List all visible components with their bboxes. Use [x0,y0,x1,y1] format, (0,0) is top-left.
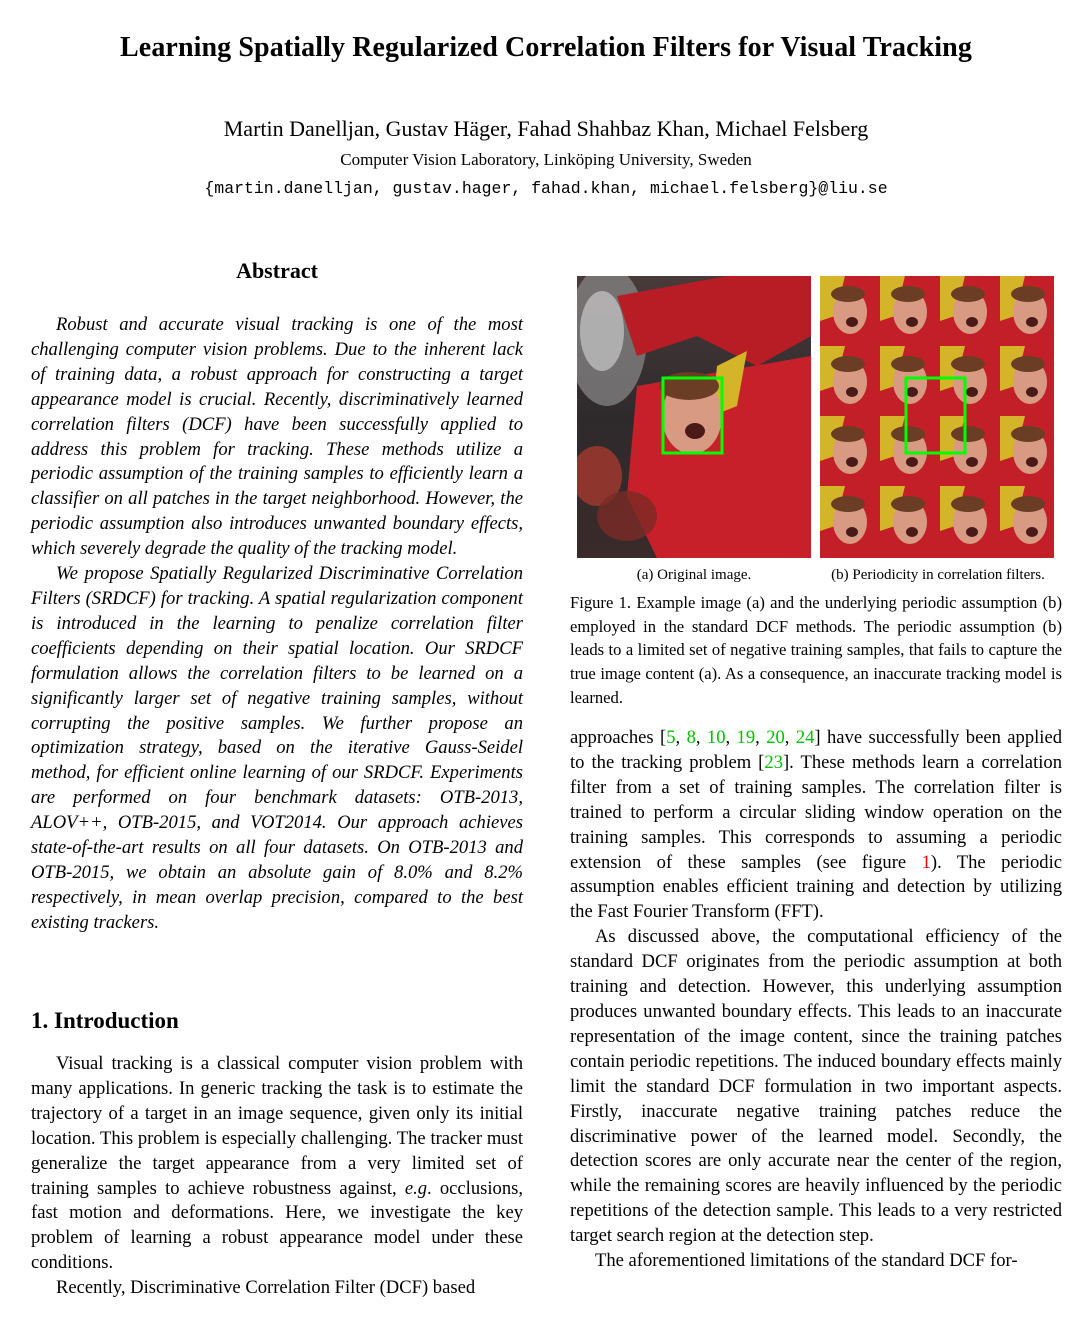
periodic-tile [820,276,880,348]
right-paragraph-1: approaches [5, 8, 10, 19, 20, 24] have successfully been applied to the tracking problem [23]. These methods learn a correlation filter from a set of training samples. The correlation filter is trained to perform a circular sliding window operation on the training samples. This corresponds to assuming a periodic extension of these samples (see figure 1). The periodic assumption enables efficient training and detection by utilizing the Fast Fourier Transform (FFT). [570,727,1063,923]
intro-body [31,1052,523,1301]
subcaption-b: (b) Periodicity in correlation filters. [831,567,1045,583]
citation-link[interactable]: 24 [795,727,815,748]
figure-periodic-image [820,276,1054,558]
abstract-body [31,313,523,936]
text-span: ]. These methods learn a correlation filter from a set of training samples. The correlation filter is trained to perform a circular sliding window operation on the training samples. This corresponds to assuming a periodic extension of these samples (see figure [570,751,1062,873]
periodic-image-graphic [820,276,1054,558]
figure-reference-link[interactable]: 1 [921,851,931,873]
intro-p1-text-b: . occlusions, fast motion and deformations. Here, we investigate the key problem of learning a robust appearance model under these conditions. [31,1177,523,1274]
email-list: {martin.danelljan, gustav.hager, fahad.khan, michael.felsberg}@liu.se [204,179,888,198]
abstract-paragraph-2: We propose Spatially Regularized Discriminative Correlation Filters (SRDCF) for tracking. A spatial regularization component is introduced in the learning to penalize correlation filter coefficients depending on their spatial location. Our SRDCF formulation allows the correlation filters to be learned on a significantly larger set of negative training samples, without corrupting the positive samples. We further propose an optimization strategy, based on the iterative Gauss-Seidel method, for efficient online learning of our SRDCF. Experiments are performed on four benchmark datasets: OTB-2013, ALOV++, OTB-2015, and VOT2014. Our approach achieves state-of-the-art results on all four datasets. On OTB-2013 and OTB-2015, we obtain an absolute gain of 8.0% and 8.2% respectively, in mean overlap precision, compared to the best existing trackers. [31,563,523,933]
citation-link[interactable]: 20 [766,727,785,748]
affiliation: Computer Vision Laboratory, Linköping University, Sweden [340,150,752,169]
citation-link[interactable]: 23 [764,751,783,773]
author-list: Martin Danelljan, Gustav Häger, Fahad Shahbaz Khan, Michael Felsberg [223,116,869,141]
intro-p1-eg: e.g [404,1177,428,1199]
citation-link[interactable]: 19 [736,727,756,748]
intro-p1-text-a: Visual tracking is a classical computer vision problem with many applications. In generic tracking the task is to estimate the trajectory of a target in an image sequence, given only its initial location. This problem is especially challenging. The tracker must generalize the target appearance from a very limited set of training samples to achieve robustness against, [31,1053,523,1199]
original-image-graphic [577,276,811,558]
text-span: ] have successfully been applied to the tracking problem [ [570,727,1063,773]
abstract-heading: Abstract [236,258,318,283]
figure-caption: Figure 1. Example image (a) and the underlying periodic assumption (b) employed in the standard DCF methods. The periodic assumption (b) leads to a limited set of negative training samples, that fails to capture the true image content (a). As a consequence, an inaccurate tracking model is learned. [570,593,1062,707]
right-paragraph-3: The aforementioned limitations of the standard DCF for- [595,1250,1018,1272]
subcaption-a: (a) Original image. [636,567,752,583]
right-paragraph-2: As discussed above, the computational efficiency of the standard DCF originates from the periodic assumption at both training and detection. However, this underlying assumption produces unwanted boundary effects. This leads to an inaccurate representation of the image content, since the training patches contain periodic repetitions. The induced boundary effects mainly limit the standard DCF formulation in two important aspects. Firstly, inaccurate negative training patches reduce the discriminative power of the learned model. Secondly, the detection scores are only accurate near the center of the region, while the remaining scores are heavily influenced by the periodic repetitions of the detection sample. This leads to a very restricted target search region at the detection step. [570,926,1062,1247]
abstract-paragraph-1: Robust and accurate visual tracking is one of the most challenging computer vision problems. Due to the inherent lack of training data, a robust approach for constructing a target appearance model is crucial. Recently, discriminatively learned correlation filters (DCF) have been successfully applied to address this problem for tracking. These methods utilize a periodic assumption of the training samples to efficiently learn a classifier on all patches in the target neighborhood. However, the periodic assumption also introduces unwanted boundary effects, which severely degrade the quality of the tracking model. [31,314,523,560]
citation-link[interactable]: 5 [666,727,676,748]
citation-link[interactable]: 10 [706,727,726,748]
paper-title: Learning Spatially Regularized Correlation Filters for Visual Tracking [120,32,972,63]
text-span: ). The periodic assumption enables efficient training and detection by utilizing the Fast Fourier Transform (FFT). [570,851,1062,923]
citation-link[interactable]: 8 [686,727,696,748]
right-column-body [570,726,1062,1274]
text-span: approaches [ [570,727,667,748]
intro-paragraph-2: Recently, Discriminative Correlation Filter (DCF) based [56,1277,476,1299]
section-heading-introduction: 1. Introduction [31,1008,179,1033]
intro-paragraph-1 [31,1052,523,1276]
figure-original-image [577,276,811,558]
